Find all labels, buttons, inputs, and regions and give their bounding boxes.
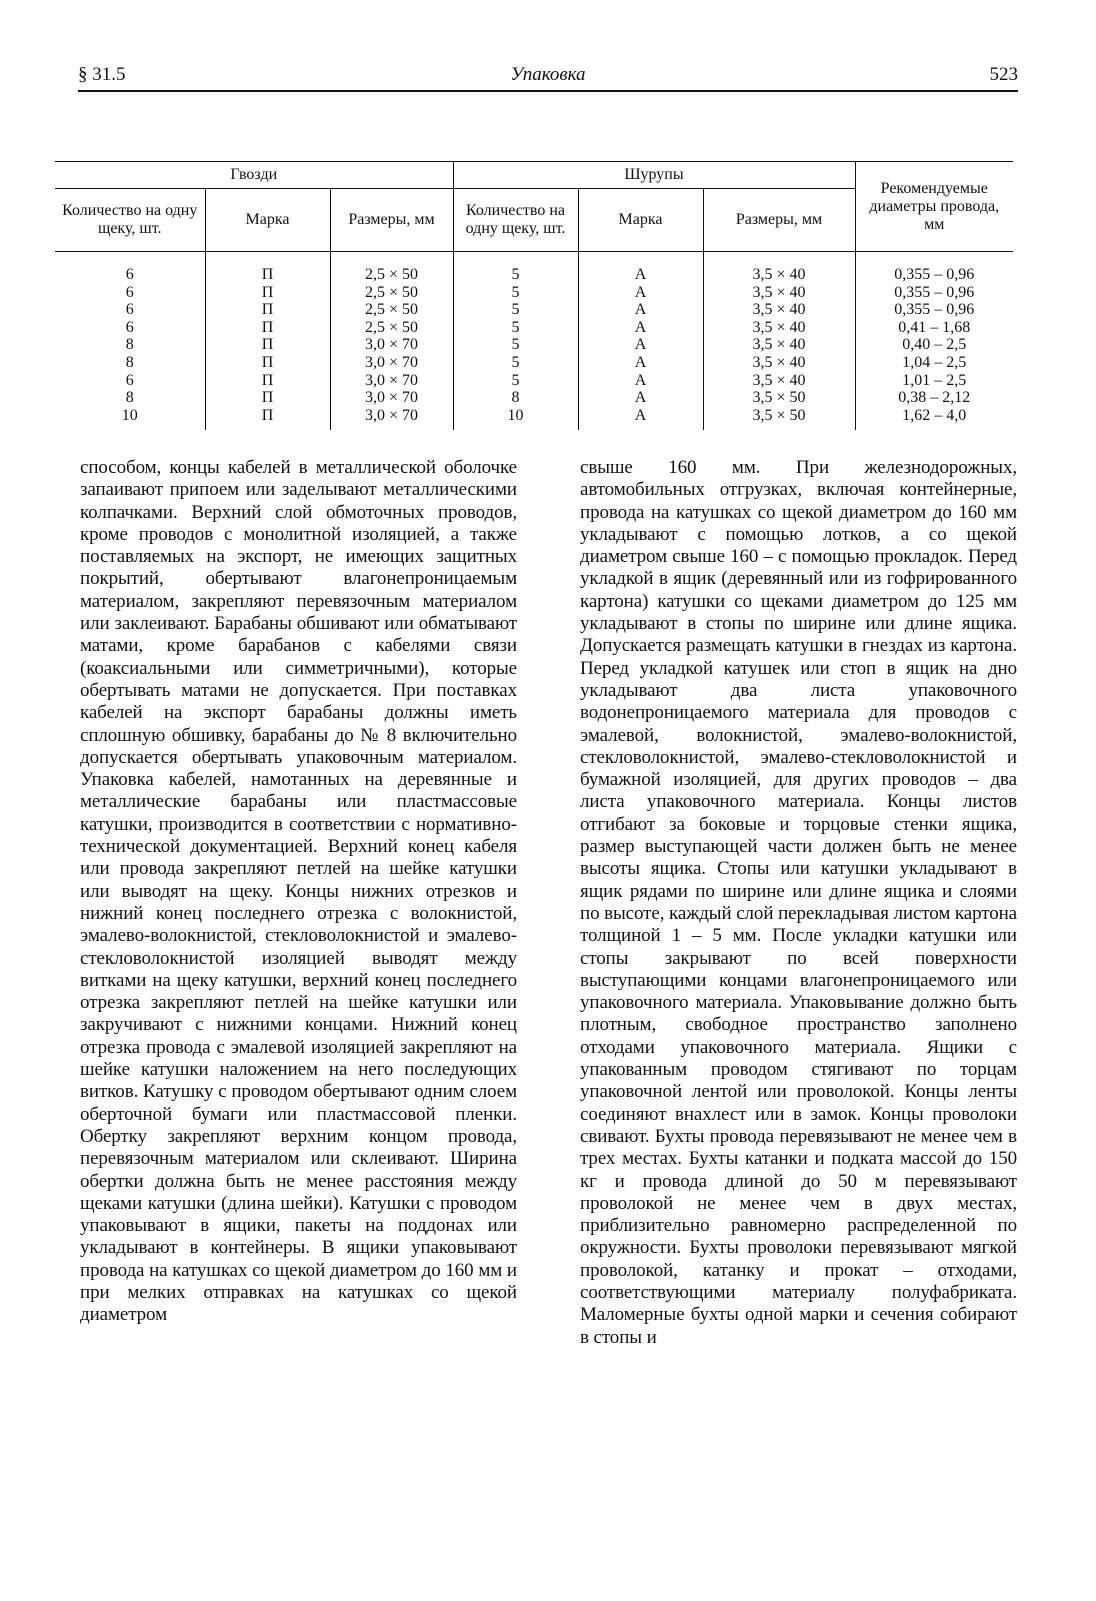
screws-quantity-column: [453, 252, 578, 431]
table-cell: 5: [511, 318, 520, 336]
table-cell: 1,04 – 2,5: [902, 353, 967, 371]
nails-size-header: Размеры, мм: [330, 189, 453, 252]
table-cell: 0,41 – 1,68: [898, 318, 971, 336]
table-cell: 3,5 × 40: [752, 283, 806, 301]
table-cell: П: [261, 318, 274, 336]
screws-size-column: [703, 252, 855, 431]
table-cell: 6: [125, 283, 134, 301]
table-cell: 3,5 × 40: [752, 353, 806, 371]
page-title: Упаковка: [510, 64, 586, 85]
table-cell: 5: [511, 266, 520, 283]
table-cell: 2,5 × 50: [364, 301, 419, 319]
nails-quantity-column: [55, 252, 205, 431]
table-cell: П: [261, 406, 274, 424]
table-cell: 5: [511, 283, 520, 301]
table-cell: А: [634, 371, 647, 389]
table-cell: 3,0 × 70: [364, 406, 419, 424]
table-cell: 10: [121, 406, 138, 424]
table-cell: 3,5 × 40: [752, 371, 806, 389]
nails-brand-column: [205, 252, 330, 431]
table-cell: 0,355 – 0,96: [894, 266, 975, 283]
table-cell: 3,0 × 70: [364, 371, 419, 389]
table-cell: А: [634, 301, 647, 319]
table-cell: 0,40 – 2,5: [902, 336, 967, 354]
table-cell: 5: [511, 353, 520, 371]
table-cell: 6: [125, 318, 134, 336]
table-cell: А: [634, 353, 647, 371]
screws-brand-header: Марка: [578, 189, 703, 252]
screws-size-header: Размеры, мм: [703, 189, 855, 252]
table-cell: П: [261, 283, 274, 301]
body-text-left-column: способом, концы кабелей в металлической оболочке запаивают припоем или заделывают металлическими колпачками. Верхний слой обмоточных проводов, кроме проводов с монолитной изоляцией, а также поставляемых на экспорт, не имеющих защитных покрытий, обертывают влагонепроницаемым материалом, закрепляют перевязочным материалом или заклеивают. Барабаны обшивают или обматывают матами, кроме барабанов с кабелями связи (коаксиальными или симметричными), которые обертывать матами не допускается. При поставках кабелей на экспорт барабаны должны иметь сплошную обшивку, барабаны до № 8 включительно допускается обертывать упаковочным материалом. Упаковка кабелей, намотанных на деревянные и металлические барабаны или пластмассовые катушки, производится в соответствии с нормативно-технической документацией. Верхний конец кабеля или провода закрепляют петлей на шейке катушки или выводят на щеку. Концы нижних отрезков и нижний конец последнего отрезка с волокнистой, эмалево-волокнистой, стекловолокнистой и эмалево-стекловолокнистой изоляцией выводят между витками на щеку катушки, верхний конец последнего отрезка закрепляют петлей на шейке катушки или закручивают с нижними концами. Нижний конец отрезка провода с эмалевой изоляцией закрепляют на шейке катушки наложением на него последующих витков. Катушку с проводом обертывают одним слоем оберточной бумаги или пластмассовой пленки. Обертку закрепляют верхним концом провода, перевязочным материалом или склеивают. Ширина обертки должна быть не менее расстояния между щеками катушки (длина шейки). Катушки с проводом упаковывают в ящики, пакеты на поддонах или укладывают в контейнеры. В ящики упаковывают провода на катушках со щекой диаметром до 160 мм и при мелких отправках на катушках со щекой диаметром: [80, 457, 517, 1326]
recommended-diameter-header: Рекомендуемые диаметры провода, мм: [855, 162, 1013, 252]
table-cell: 5: [511, 301, 520, 319]
table-cell: 2,5 × 50: [364, 318, 419, 336]
screws-group-header: Шурупы: [453, 162, 855, 189]
running-head: [78, 62, 1018, 92]
table-cell: 3,0 × 70: [364, 389, 419, 407]
table-cell: А: [634, 406, 647, 424]
table-cell: 0,355 – 0,96: [894, 283, 975, 301]
table-cell: 3,0 × 70: [364, 336, 419, 354]
table-cell: 8: [125, 336, 134, 354]
table-cell: 8: [125, 353, 134, 371]
table-body-row: [55, 252, 1013, 431]
table-cell: 3,5 × 40: [752, 336, 806, 354]
table-cell: А: [634, 336, 647, 354]
table-cell: А: [634, 266, 647, 283]
table-cell: 3,5 × 40: [752, 301, 806, 319]
table-cell: 10: [507, 406, 524, 424]
table-cell: П: [261, 353, 274, 371]
table-cell: 3,5 × 50: [752, 389, 806, 407]
nails-size-column: [330, 252, 453, 431]
nails-group-header: Гвозди: [55, 162, 453, 189]
recommended-diameter-column: [855, 252, 1013, 431]
table-cell: А: [634, 389, 647, 407]
table-cell: 3,5 × 40: [752, 318, 806, 336]
screws-quantity-header: Количество на одну щеку, шт.: [453, 189, 578, 252]
body-text-right-column: свыше 160 мм. При железнодорожных, автомобильных отгрузках, включая контейнерные, провода на катушках со щекой диаметром до 160 мм укладывают с помощью лотков, а со щекой диаметром свыше 160 – с помощью прокладок. Перед укладкой в ящик (деревянный или из гофрированного картона) катушки со щеками диаметром до 125 мм укладывают в стопы по ширине или длине ящика. Допускается размещать катушки в гнездах из картона. Перед укладкой катушек или стоп в ящик на дно укладывают два листа упаковочного водонепроницаемого материала для проводов с эмалевой, волокнистой, эмалево-волокнистой, стекловолокнистой, эмалево-стекловолокнистой и бумажной изоляцией, для других проводов – два листа упаковочного материала. Концы листов отгибают за боковые и торцовые стенки ящика, размер выступающей части должен быть не менее высоты ящика. Стопы или катушки укладывают в ящик рядами по ширине или длине ящика и слоями по высоте, каждый слой перекладывая листом картона толщиной 1 – 5 мм. После укладки катушки или стопы закрывают по всей поверхности выступающими концами влагонепроницаемого или упаковочного материала. Упаковывание должно быть плотным, свободное пространство заполнено отходами упаковочного материала. Ящики с упакованным проводом стягивают по торцам упаковочной лентой или проволокой. Концы ленты соединяют внахлест или в замок. Концы проволоки свивают. Бухты провода перевязывают не менее чем в трех местах. Бухты катанки и подката массой до 150 кг и провода длиной до 50 м перевязывают проволокой не менее чем в двух местах, приблизительно равномерно распределенной по окружности. Бухты проволоки перевязывают мягкой проволокой, катанку и прокат – отходами, соответствующими материалу полуфабриката. Маломерные бухты одной марки и сечения собирают в стопы и: [580, 457, 1017, 1348]
table-cell: 5: [511, 371, 520, 389]
table-cell: 0,355 – 0,96: [894, 301, 975, 319]
table-cell: 2,5 × 50: [364, 283, 419, 301]
nails-quantity-header: Количество на одну щеку, шт.: [55, 189, 205, 252]
table-cell: П: [261, 371, 274, 389]
fastener-table: [55, 161, 1013, 430]
table-cell: 6: [125, 301, 134, 319]
table-cell: П: [261, 301, 274, 319]
table-cell: 8: [125, 389, 134, 407]
table-cell: А: [634, 318, 647, 336]
table-cell: 2,5 × 50: [364, 266, 419, 283]
table-cell: 5: [511, 336, 520, 354]
table-cell: 3,0 × 70: [364, 353, 419, 371]
table-cell: 6: [125, 266, 134, 283]
table-cell: П: [261, 336, 274, 354]
page-number: 523: [989, 64, 1018, 85]
section-number: § 31.5: [78, 64, 126, 85]
screws-brand-column: [578, 252, 703, 431]
table-cell: П: [261, 266, 274, 283]
table-cell: 3,5 × 40: [752, 266, 806, 283]
table-cell: А: [634, 283, 647, 301]
table-cell: 1,62 – 4,0: [902, 406, 967, 424]
table-cell: 0,38 – 2,12: [898, 389, 971, 407]
table-cell: 3,5 × 50: [752, 406, 806, 424]
table-cell: 6: [125, 371, 134, 389]
table-cell: П: [261, 389, 274, 407]
nails-brand-header: Марка: [205, 189, 330, 252]
table-cell: 8: [511, 389, 520, 407]
table-cell: 1,01 – 2,5: [902, 371, 967, 389]
